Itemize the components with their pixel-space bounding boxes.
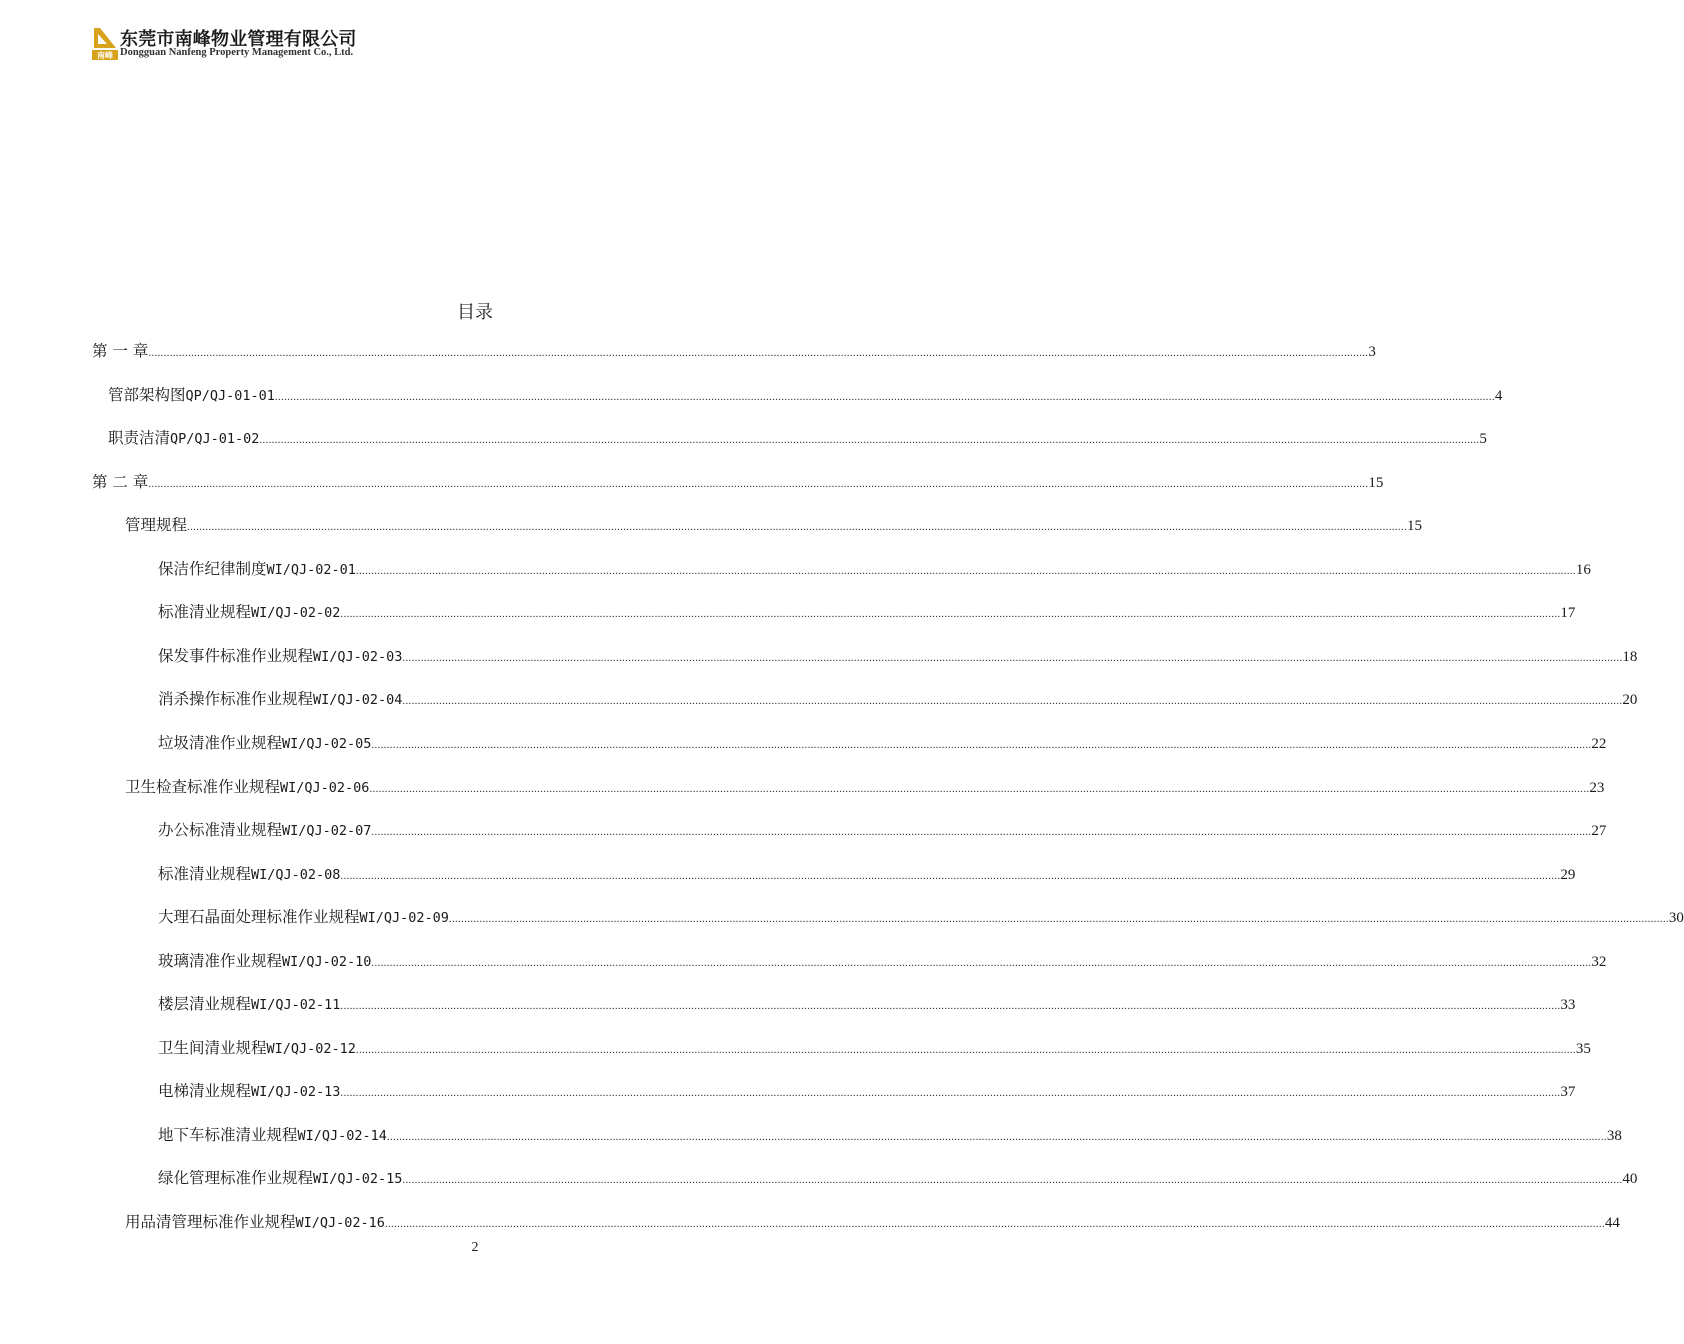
toc-entry[interactable] [92,340,1376,362]
toc-entry-label: 垃圾清准作业规程 [158,734,283,752]
toc-entry[interactable] [158,688,1638,710]
toc-entry-code: WI/QJ-02-10 [282,954,372,970]
toc-entry-page: 29 [1560,867,1576,883]
toc-entry-leader-dots: ................................................................................................................................................................................................................................................................................................................................................................................................................ [259,434,1480,446]
toc-entry-leader-dots: ................................................................................................................................................................................................................................................................................................................................................................................................................ [402,652,1623,664]
toc-entry-leader-dots: ................................................................................................................................................................................................................................................................................................................................................................................................................ [386,1131,1607,1143]
toc-entry-label: 管理规程 [125,516,188,534]
toc-entry-code: WI/QJ-02-11 [251,997,341,1013]
toc-entry[interactable] [125,1211,1620,1233]
toc-entry-leader-dots: ................................................................................................................................................................................................................................................................................................................................................................................................................ [187,521,1408,533]
toc-entry[interactable] [158,950,1607,972]
toc-entry-leader-dots: ................................................................................................................................................................................................................................................................................................................................................................................................................ [148,347,1369,359]
toc-entry-label: 第 一 章 [92,342,149,360]
toc-entry-label: 职责洁清 [108,429,171,447]
toc-entry-page: 40 [1622,1171,1638,1187]
toc-entry-label: 消杀操作标准作业规程 [158,690,314,708]
toc-entry-code: QP/QJ-01-02 [170,431,260,447]
toc-entry-leader-dots: ................................................................................................................................................................................................................................................................................................................................................................................................................ [402,1174,1623,1186]
toc-entry-leader-dots: ................................................................................................................................................................................................................................................................................................................................................................................................................ [371,739,1592,751]
toc-entry-page: 15 [1407,518,1423,534]
toc-entry-code: WI/QJ-02-15 [313,1171,403,1187]
toc-entry-code: WI/QJ-02-06 [280,780,370,796]
toc-entry-page: 22 [1591,736,1607,752]
toc-entry-leader-dots: ................................................................................................................................................................................................................................................................................................................................................................................................................ [384,1218,1605,1230]
toc-entry[interactable] [158,993,1576,1015]
toc-entry-label: 第 二 章 [92,473,149,491]
toc-entry[interactable] [125,776,1605,798]
toc-entry-label: 玻璃清准作业规程 [158,952,283,970]
toc-entry-page: 30 [1668,910,1684,926]
toc-entry[interactable] [158,906,1684,928]
toc-entry-code: WI/QJ-02-14 [297,1128,387,1144]
toc-entry-leader-dots: ................................................................................................................................................................................................................................................................................................................................................................................................................ [340,870,1561,882]
toc-entry-code: WI/QJ-02-03 [313,649,403,665]
toc-entry[interactable] [108,384,1503,406]
toc-entry-label: 标准清业规程 [158,865,252,883]
company-name-en: Dongguan Nanfeng Property Management Co., Ltd. [120,47,354,58]
toc-entry-label: 大理石晶面处理标准作业规程 [158,908,360,926]
toc-entry-leader-dots: ................................................................................................................................................................................................................................................................................................................................................................................................................ [371,826,1592,838]
toc-entry[interactable] [158,558,1591,580]
toc-entry-page: 5 [1479,431,1487,447]
toc-entry-label: 电梯清业规程 [158,1082,252,1100]
toc-entry-page: 33 [1560,997,1576,1013]
toc-entry-label: 办公标准清业规程 [158,821,283,839]
toc-entry-page: 27 [1591,823,1607,839]
toc-entry-page: 18 [1622,649,1638,665]
toc-entry[interactable] [158,1037,1591,1059]
toc-entry-label: 标准清业规程 [158,603,252,621]
toc-entry-page: 16 [1575,562,1591,578]
toc-entry-leader-dots: ................................................................................................................................................................................................................................................................................................................................................................................................................ [355,565,1576,577]
toc-entry-code: WI/QJ-02-05 [282,736,372,752]
toc-entry-leader-dots: ................................................................................................................................................................................................................................................................................................................................................................................................................ [371,957,1592,969]
toc-entry[interactable] [158,732,1607,754]
toc-entry-label: 管部架构图 [108,386,186,404]
toc-entry-code: WI/QJ-02-02 [251,605,341,621]
toc-entry-leader-dots: ................................................................................................................................................................................................................................................................................................................................................................................................................ [369,783,1590,795]
toc-entry[interactable] [158,601,1576,623]
toc-entry-label: 保洁作纪律制度 [158,560,267,578]
toc-entry[interactable] [158,1124,1622,1146]
toc-entry-code: WI/QJ-02-01 [266,562,356,578]
toc-entry[interactable] [108,427,1487,449]
toc-entry-page: 37 [1560,1084,1576,1100]
toc-entry-page: 44 [1604,1215,1620,1231]
page-number: 2 [471,1240,479,1255]
toc-entry-page: 15 [1368,475,1384,491]
toc-entry[interactable] [158,645,1638,667]
toc-entry[interactable] [158,863,1576,885]
toc-entry-page: 35 [1575,1041,1591,1057]
toc-entry-page: 17 [1560,605,1576,621]
toc-entry-code: WI/QJ-02-07 [282,823,372,839]
toc-entry-label: 楼层清业规程 [158,995,252,1013]
toc-entry-code: QP/QJ-01-01 [185,388,275,404]
toc-title: 目录 [457,302,493,323]
toc-entry-leader-dots: ................................................................................................................................................................................................................................................................................................................................................................................................................ [148,478,1369,490]
toc-entry-label: 保发事件标准作业规程 [158,647,314,665]
logo-text: 南峰 [97,51,113,60]
toc-entry-label: 绿化管理标准作业规程 [158,1169,314,1187]
toc-entry-leader-dots: ................................................................................................................................................................................................................................................................................................................................................................................................................ [274,391,1495,403]
toc-entry-page: 38 [1606,1128,1622,1144]
toc-entry-page: 20 [1622,692,1638,708]
toc-entry[interactable] [92,471,1384,493]
toc-entry-leader-dots: ................................................................................................................................................................................................................................................................................................................................................................................................................ [340,608,1561,620]
toc-entry-label: 用品清管理标准作业规程 [125,1213,296,1231]
toc-entry-code: WI/QJ-02-13 [251,1084,341,1100]
toc-entry-label: 卫生检查标准作业规程 [125,778,281,796]
toc-entry-leader-dots: ................................................................................................................................................................................................................................................................................................................................................................................................................ [340,1087,1561,1099]
company-name-cn: 东莞市南峰物业管理有限公司 [120,29,357,50]
toc-entry-label: 卫生间清业规程 [158,1039,267,1057]
toc-entry-page: 32 [1591,954,1607,970]
toc-entry[interactable] [158,1080,1576,1102]
toc-entry-page: 23 [1589,780,1605,796]
toc-entry[interactable] [158,1167,1638,1189]
toc-entry-leader-dots: ................................................................................................................................................................................................................................................................................................................................................................................................................ [402,695,1623,707]
toc-entry-leader-dots: ................................................................................................................................................................................................................................................................................................................................................................................................................ [448,913,1669,925]
company-logo [92,26,118,60]
toc-entry-code: WI/QJ-02-08 [251,867,341,883]
toc-entry[interactable] [125,514,1423,536]
toc-entry[interactable] [158,819,1607,841]
toc-entry-page: 3 [1368,344,1376,360]
toc-entry-page: 4 [1494,388,1503,404]
toc-entry-code: WI/QJ-02-16 [295,1215,385,1231]
toc-entry-code: WI/QJ-02-04 [313,692,403,708]
toc-entry-leader-dots: ................................................................................................................................................................................................................................................................................................................................................................................................................ [340,1000,1561,1012]
toc-entry-leader-dots: ................................................................................................................................................................................................................................................................................................................................................................................................................ [355,1044,1576,1056]
toc-entry-code: WI/QJ-02-12 [266,1041,356,1057]
toc-entry-label: 地下车标准清业规程 [158,1126,298,1144]
toc-entry-code: WI/QJ-02-09 [359,910,449,926]
